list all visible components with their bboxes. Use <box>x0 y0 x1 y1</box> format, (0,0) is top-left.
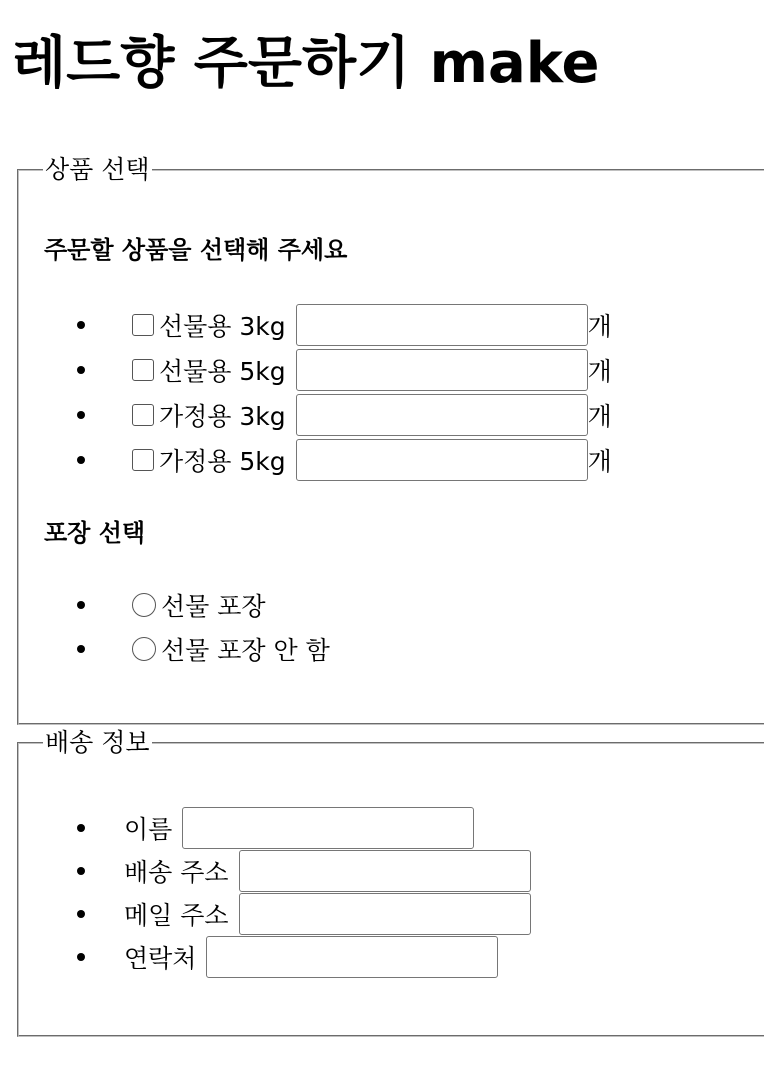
wrap-option-label: 선물 포장 <box>161 592 266 621</box>
product-checkbox-home-5kg[interactable] <box>132 449 154 471</box>
email-input[interactable] <box>239 893 531 935</box>
unit-label: 개 <box>587 356 612 386</box>
unit-label: 개 <box>587 311 612 341</box>
quantity-input-gift-5kg[interactable] <box>296 349 588 391</box>
wrap-radio-none[interactable] <box>132 637 156 661</box>
field-label: 이름 <box>124 814 173 844</box>
product-item <box>112 437 612 482</box>
shipping-field <box>96 849 531 892</box>
shipping-field <box>96 892 531 935</box>
wrap-option <box>112 583 330 627</box>
product-heading: 주문할 상품을 선택해 주세요 <box>44 236 348 264</box>
unit-label: 개 <box>587 401 612 431</box>
phone-input[interactable] <box>206 936 498 978</box>
shipping-fields-list <box>96 806 531 978</box>
field-label: 연락처 <box>124 943 197 973</box>
product-label: 선물용 3kg <box>159 311 286 341</box>
product-item <box>112 347 612 392</box>
wrap-heading: 포장 선택 <box>44 519 146 547</box>
shipping-legend: 배송 정보 <box>45 728 150 757</box>
quantity-input-home-5kg[interactable] <box>296 439 588 481</box>
quantity-input-gift-3kg[interactable] <box>296 304 588 346</box>
product-checkbox-home-3kg[interactable] <box>132 404 154 426</box>
bullet-icon <box>77 601 85 609</box>
product-checkbox-gift-5kg[interactable] <box>132 359 154 381</box>
bullet-icon <box>77 867 85 875</box>
wrap-option-label: 선물 포장 안 함 <box>161 636 330 665</box>
product-item <box>112 392 612 437</box>
quantity-input-home-3kg[interactable] <box>296 394 588 436</box>
bullet-icon <box>77 953 85 961</box>
name-input[interactable] <box>182 807 474 849</box>
product-list <box>112 302 612 482</box>
product-checkbox-gift-3kg[interactable] <box>132 314 154 336</box>
shipping-field <box>96 935 531 978</box>
address-input[interactable] <box>239 850 531 892</box>
shipping-field <box>96 806 531 849</box>
bullet-icon <box>77 910 85 918</box>
bullet-icon <box>77 321 85 329</box>
product-label: 선물용 5kg <box>159 356 286 386</box>
bullet-icon <box>77 411 85 419</box>
product-legend: 상품 선택 <box>45 155 150 184</box>
product-label: 가정용 3kg <box>159 401 286 431</box>
bullet-icon <box>77 456 85 464</box>
unit-label: 개 <box>587 446 612 476</box>
wrap-option <box>112 627 330 671</box>
product-label: 가정용 5kg <box>159 446 286 476</box>
field-label: 메일 주소 <box>124 900 229 930</box>
page-title: 레드향 주문하기 make <box>12 31 600 96</box>
bullet-icon <box>77 824 85 832</box>
bullet-icon <box>77 645 85 653</box>
bullet-icon <box>77 366 85 374</box>
field-label: 배송 주소 <box>124 857 229 887</box>
product-item <box>112 302 612 347</box>
wrap-options-list <box>112 583 330 671</box>
wrap-radio-gift[interactable] <box>132 593 156 617</box>
